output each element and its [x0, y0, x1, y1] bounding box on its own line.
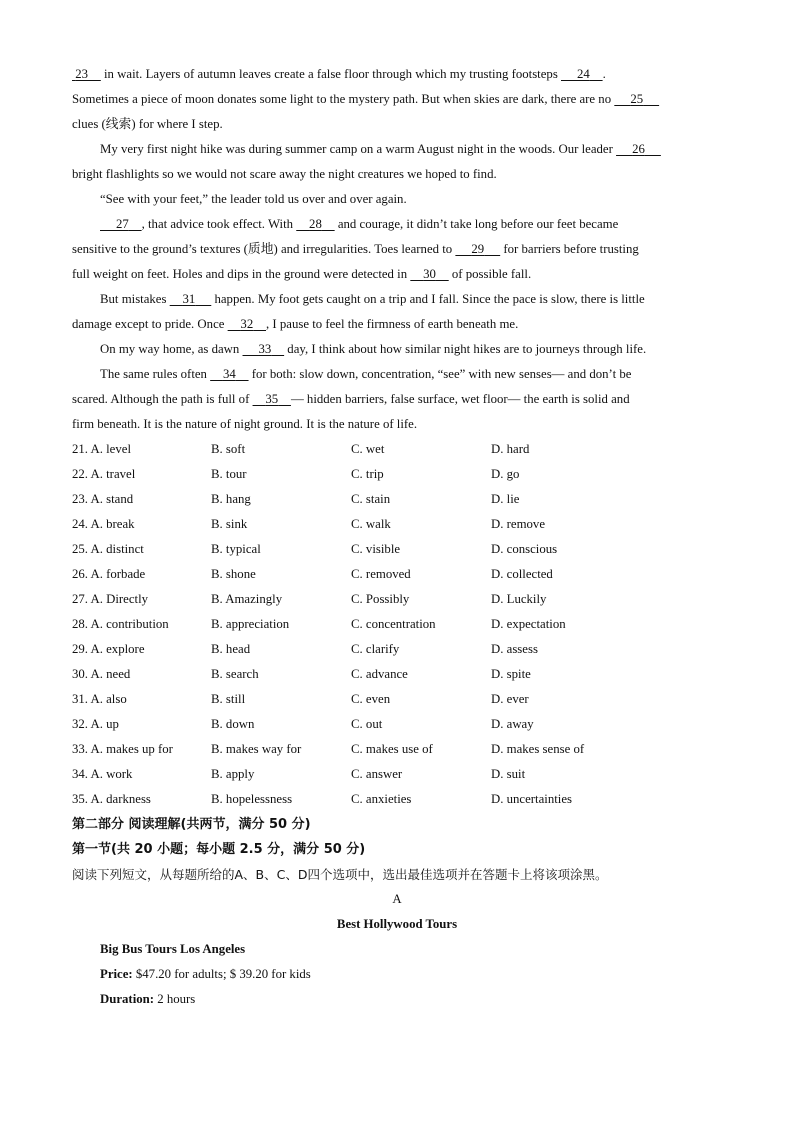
section1-heading: 第一节(共 20 小题；每小题 2.5 分，满分 50 分): [72, 842, 366, 857]
option-a: 26. A. forbade: [72, 567, 146, 581]
option-a: 29. A. explore: [72, 642, 145, 656]
passage-line-7: 27 , that advice took effect. With 28 and courage, it didn’t take long before our feet became: [72, 212, 722, 237]
option-c: C. trip: [351, 467, 384, 481]
option-b: B. hopelessness: [211, 792, 293, 806]
option-b: B. head: [211, 642, 251, 656]
option-d: D. away: [491, 717, 534, 731]
passage-line-6: “See with your feet,” the leader told us over and over again.: [100, 192, 407, 206]
option-b: B. still: [211, 692, 246, 706]
option-d: D. collected: [491, 567, 553, 581]
option-c: C. Possibly: [351, 592, 410, 606]
option-b: B. apply: [211, 767, 255, 781]
passage-line-5: bright flashlights so we would not scare away the night creatures we hoped to find.: [72, 167, 497, 181]
duration-label: Duration:: [100, 992, 155, 1006]
option-row-32: [72, 712, 722, 737]
blank-23: 23: [75, 67, 88, 81]
option-row-29: [72, 637, 722, 662]
option-a: 33. A. makes up for: [72, 742, 173, 756]
option-d: D. assess: [491, 642, 538, 656]
option-a: 23. A. stand: [72, 492, 134, 506]
option-d: D. remove: [491, 517, 546, 531]
option-row-24: [72, 512, 722, 537]
option-d: D. lie: [491, 492, 520, 506]
option-a: 28. A. contribution: [72, 617, 169, 631]
blank-25: 25: [630, 92, 644, 106]
option-d: D. suit: [491, 767, 526, 781]
option-b: B. tour: [211, 467, 247, 481]
option-row-23: [72, 487, 722, 512]
passage-line-1: 23 in wait. Layers of autumn leaves create a false floor through which my trusting footsteps 24 .: [72, 62, 722, 87]
passage-line-15: firm beneath. It is the nature of night ground. It is the nature of life.: [72, 417, 418, 431]
options-list: [72, 437, 722, 812]
option-b: B. hang: [211, 492, 251, 506]
option-row-25: [72, 537, 722, 562]
blank-29: 29: [471, 242, 485, 256]
option-c: C. visible: [351, 542, 401, 556]
option-row-21: [72, 437, 722, 462]
option-a: 21. A. level: [72, 442, 131, 456]
option-c: C. concentration: [351, 617, 436, 631]
option-a: 25. A. distinct: [72, 542, 144, 556]
option-b: B. sink: [211, 517, 248, 531]
option-d: D. spite: [491, 667, 531, 681]
option-a: 22. A. travel: [72, 467, 136, 481]
passage-line-14: scared. Although the path is full of 35 — hidden barriers, false surface, wet floor— the earth is solid and: [72, 387, 722, 412]
option-b: B. soft: [211, 442, 246, 456]
blank-24: 24: [577, 67, 590, 81]
option-c: C. advance: [351, 667, 408, 681]
option-c: C. wet: [351, 442, 385, 456]
option-c: C. anxieties: [351, 792, 412, 806]
price-label: Price:: [100, 967, 133, 981]
option-d: D. Luckily: [491, 592, 547, 606]
blank-28: 28: [309, 217, 322, 231]
option-row-35: [72, 787, 722, 812]
blank-27: 27: [116, 217, 129, 231]
passage-title: Best Hollywood Tours: [336, 917, 458, 931]
passage-line-2: Sometimes a piece of moon donates some light to the mystery path. But when skies are dark, there are no 25: [72, 87, 722, 112]
option-b: B. shone: [211, 567, 256, 581]
option-c: C. answer: [351, 767, 403, 781]
option-a: 24. A. break: [72, 517, 135, 531]
passage-line-3: clues (线索) for where I step.: [72, 117, 223, 131]
blank-35: 35: [265, 392, 279, 406]
blank-32: 32: [240, 317, 254, 331]
option-c: C. clarify: [351, 642, 400, 656]
option-row-27: [72, 587, 722, 612]
option-d: D. expectation: [491, 617, 566, 631]
option-d: D. conscious: [491, 542, 558, 556]
option-row-26: [72, 562, 722, 587]
option-d: D. go: [491, 467, 520, 481]
option-b: B. typical: [211, 542, 261, 556]
option-d: D. ever: [491, 692, 529, 706]
tour-duration: [72, 987, 722, 1012]
passage-line-10: But mistakes 31 happen. My foot gets caught on a trip and I fall. Since the pace is slow, there is little: [72, 287, 722, 312]
passage-line-12: On my way home, as dawn 33 day, I think about how similar night hikes are to journeys through life.: [72, 337, 722, 362]
option-row-34: [72, 762, 722, 787]
option-d: D. makes sense of: [491, 742, 585, 756]
option-b: B. Amazingly: [211, 592, 283, 606]
price-value: $47.20 for adults; $ 39.20 for kids: [132, 967, 311, 981]
duration-value: 2 hours: [154, 992, 196, 1006]
option-c: C. out: [351, 717, 383, 731]
option-a: 30. A. need: [72, 667, 131, 681]
option-d: D. uncertainties: [491, 792, 573, 806]
option-a: 34. A. work: [72, 767, 133, 781]
tour-price: [72, 962, 722, 987]
passage-line-13: The same rules often 34 for both: slow down, concentration, “see” with new senses— and don’t be: [72, 362, 722, 387]
passage-line-4: My very first night hike was during summer camp on a warm August night in the woods. Our leader 26: [72, 137, 722, 162]
blank-33: 33: [258, 342, 272, 356]
option-b: B. down: [211, 717, 255, 731]
option-c: C. makes use of: [351, 742, 433, 756]
option-b: B. search: [211, 667, 259, 681]
exam-page: [72, 62, 722, 1012]
blank-26: 26: [632, 142, 645, 156]
option-a: 32. A. up: [72, 717, 119, 731]
option-d: D. hard: [491, 442, 530, 456]
option-c: C. even: [351, 692, 391, 706]
option-row-22: [72, 462, 722, 487]
passage-line-9: full weight on feet. Holes and dips in the ground were detected in 30 of possible fall.: [72, 262, 722, 287]
passage-letter: A: [392, 892, 402, 906]
blank-30: 30: [423, 267, 436, 281]
option-row-33: [72, 737, 722, 762]
option-row-30: [72, 662, 722, 687]
option-a: 27. A. Directly: [72, 592, 149, 606]
blank-31: 31: [182, 292, 196, 306]
option-row-31: [72, 687, 722, 712]
option-c: C. stain: [351, 492, 391, 506]
option-b: B. makes way for: [211, 742, 302, 756]
passage-line-8: sensitive to the ground’s textures (质地) and irregularities. Toes learned to 29 for barriers before trusting: [72, 237, 722, 262]
blank-34: 34: [222, 367, 236, 381]
option-b: B. appreciation: [211, 617, 290, 631]
reading-instruction: 阅读下列短文，从每题所给的A、B、C、D四个选项中，选出最佳选项并在答题卡上将该项涂黑。: [72, 867, 608, 882]
passage-line-11: damage except to pride. Once 32 , I pause to feel the firmness of earth beneath me.: [72, 312, 722, 337]
option-a: 31. A. also: [72, 692, 127, 706]
option-a: 35. A. darkness: [72, 792, 151, 806]
tour-name: Big Bus Tours Los Angeles: [100, 942, 246, 956]
option-c: C. walk: [351, 517, 391, 531]
part2-heading: 第二部分 阅读理解(共两节，满分 50 分): [72, 817, 311, 832]
option-row-28: [72, 612, 722, 637]
option-c: C. removed: [351, 567, 411, 581]
